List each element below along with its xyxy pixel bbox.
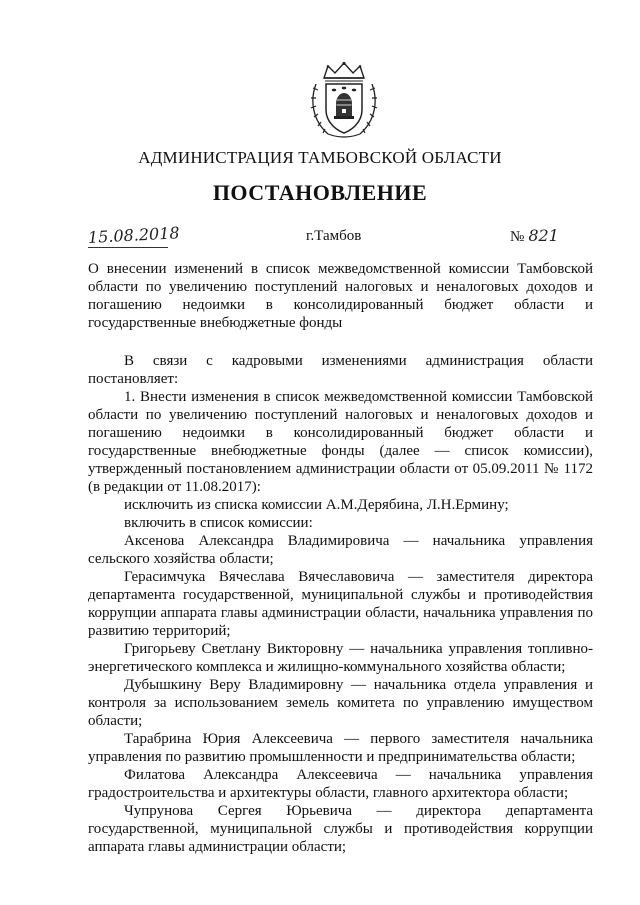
date-underline [88,247,168,248]
paragraph: Дубышкину Веру Владимировну — начальника отдела управления и контроля за использованием земель комитета по управлению имуществом области; [88,677,593,729]
paragraph: Григорьеву Светлану Викторовну — начальника управления топливно-энергетического комплекса и жилищно-коммунального хозяйства области; [88,641,593,675]
paragraph: включить в список комиссии: [124,515,313,531]
tambov-coat-of-arms-icon [310,60,378,140]
document-number [510,226,559,246]
paragraph: В связи с кадровыми изменениями администрация области постановляет: [88,353,593,387]
paragraph: Филатова Александра Алексеевича — начальника управления градостроительства и архитектуры области, главного архитектора области; [88,767,593,801]
document-date: 15.08.2018 [87,223,180,247]
paragraph: Аксенова Александра Владимировича — начальника управления сельского хозяйства области; [88,533,593,567]
paragraph: Тарабрина Юрия Алексеевича — первого заместителя начальника управления по развитию промышленности и предпринимательства области; [88,731,593,765]
organization-title: АДМИНИСТРАЦИЯ ТАМБОВСКОЙ ОБЛАСТИ [138,148,502,167]
document-number-value: 821 [528,226,559,245]
paragraph: Чупрунова Сергея Юрьевича — директора департамента государственной, муниципальной службы и противодействия коррупции аппарата главы администрации области; [88,803,593,855]
paragraph: Герасимчука Вячеслава Вячеславовича — заместителя директора департамента государственной, муниципальной службы и противодействия коррупции аппарата главы администрации области, начальника управления по развитию территорий; [88,569,593,639]
paragraph: 1. Внести изменения в список межведомственной комиссии Тамбовской области по увеличению поступлений налоговых и неналоговых доходов и погашению недоимки в консолидированный бюджет области и государственные внебюджетные фонды (далее — список комиссии), утвержденный постановлением администрации области от 05.09.2011 № 1172 (в редакции от 11.08.2017): [88,389,593,495]
document-subject: О внесении изменений в список межведомственной комиссии Тамбовской области по увеличению поступлений налоговых и неналоговых доходов и погашению недоимки в консолидированный бюджет области и государственные внебюджетные фонды [88,261,593,331]
document-type-title: ПОСТАНОВЛЕНИЕ [212,180,428,205]
paragraph: исключить из списка комиссии А.М.Дерябина, Л.Н.Ермину; [124,497,509,513]
document-body [88,352,593,856]
document-city: г.Тамбов [306,228,362,244]
document-number-label: № [510,229,525,245]
